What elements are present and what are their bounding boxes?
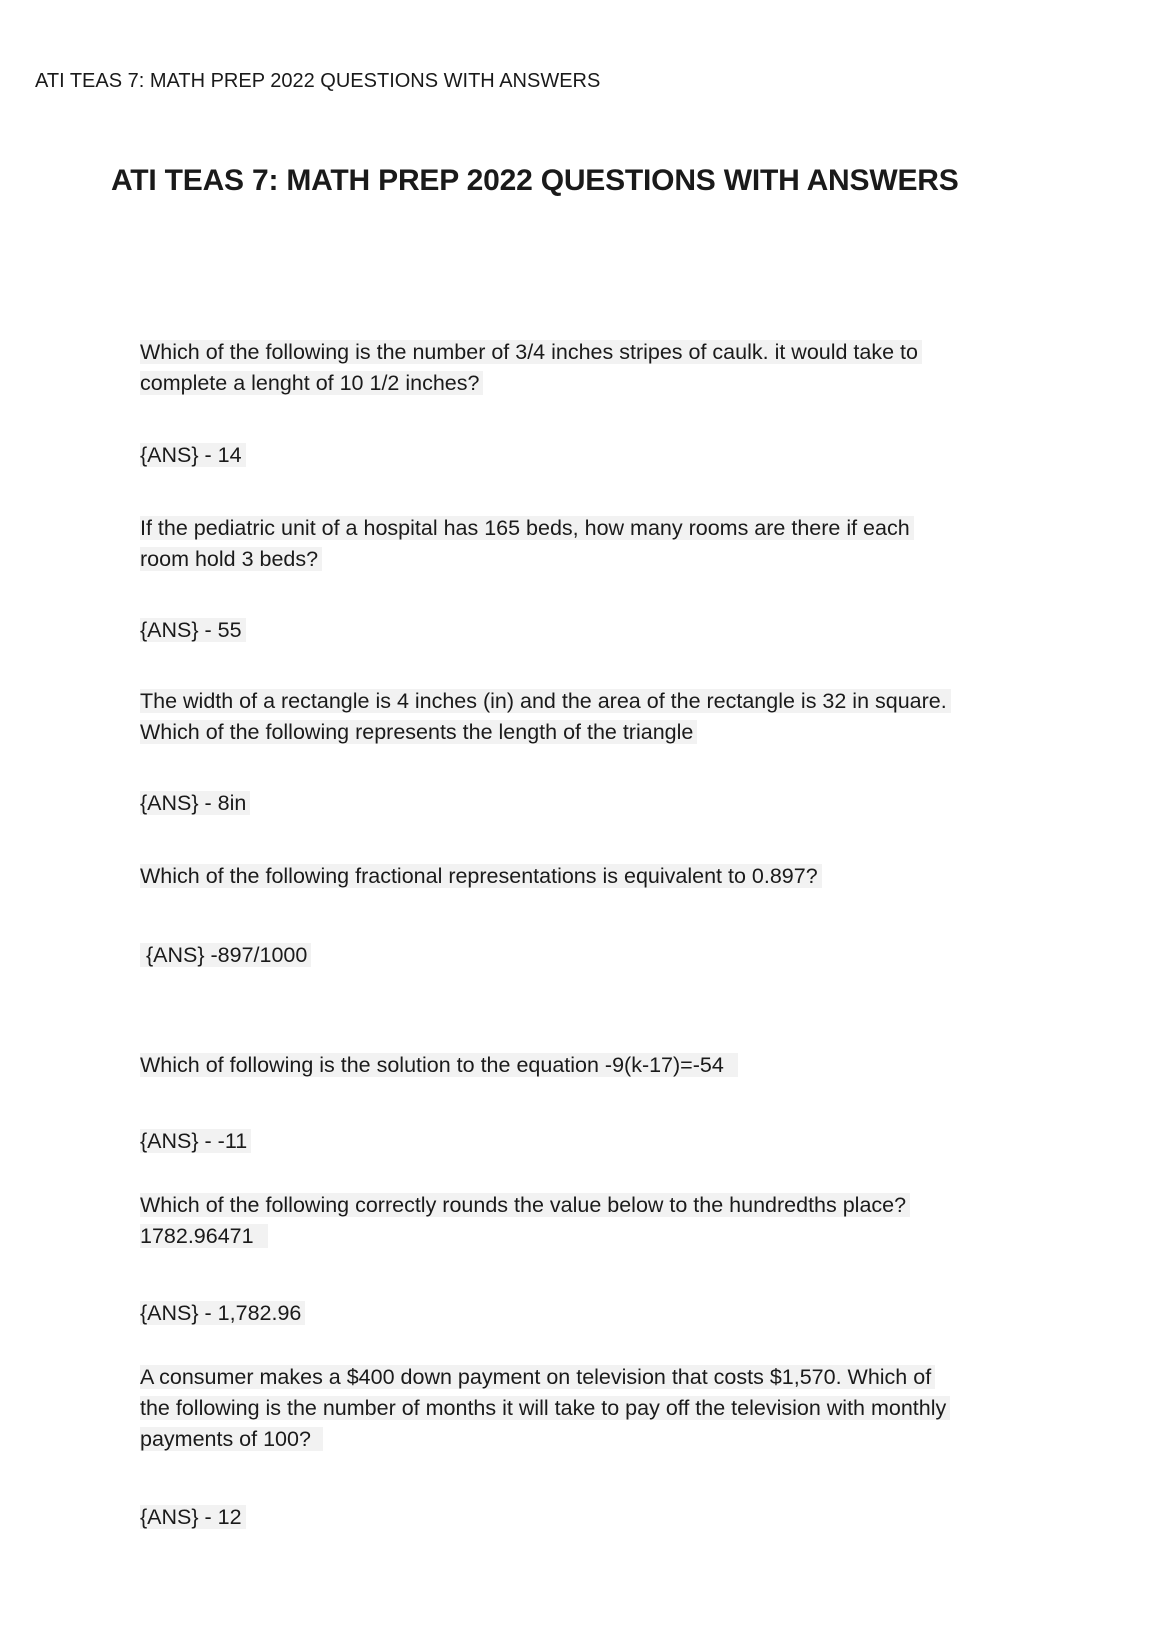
- answer-text: {ANS} - 1,782.96: [140, 1298, 305, 1329]
- question-line: payments of 100?: [140, 1427, 323, 1451]
- question-text: [140, 1190, 910, 1252]
- question-line: If the pediatric unit of a hospital has 165 beds, how many rooms are there if each: [140, 516, 914, 540]
- question-text: [140, 1050, 738, 1081]
- question-line: The width of a rectangle is 4 inches (in) and the area of the rectangle is 32 in square.: [140, 689, 951, 713]
- question-line: 1782.96471: [140, 1224, 268, 1248]
- question-line: Which of the following is the number of 3/4 inches stripes of caulk. it would take to: [140, 340, 922, 364]
- question-line: complete a lenght of 10 1/2 inches?: [140, 371, 483, 395]
- question-line: Which of the following fractional representations is equivalent to 0.897?: [140, 864, 822, 888]
- question-text: [140, 337, 922, 399]
- answer-text: {ANS} -897/1000: [140, 940, 311, 971]
- question-text: [140, 861, 822, 892]
- question-line: Which of following is the solution to the equation -9(k-17)=-54: [140, 1053, 738, 1077]
- question-text: [140, 513, 914, 575]
- question-text: [140, 686, 951, 748]
- answer-text: {ANS} - 12: [140, 1502, 246, 1533]
- answer-text: {ANS} - 8in: [140, 788, 250, 819]
- question-text: [140, 1362, 950, 1455]
- question-line: room hold 3 beds?: [140, 547, 322, 571]
- question-line: A consumer makes a $400 down payment on television that costs $1,570. Which of: [140, 1365, 935, 1389]
- document-title: ATI TEAS 7: MATH PREP 2022 QUESTIONS WITH ANSWERS: [111, 164, 959, 197]
- answer-text: {ANS} - 14: [140, 440, 246, 471]
- question-line: Which of the following correctly rounds the value below to the hundredths place?: [140, 1193, 910, 1217]
- running-header: ATI TEAS 7: MATH PREP 2022 QUESTIONS WITH ANSWERS: [35, 70, 601, 92]
- question-line: the following is the number of months it will take to pay off the television with monthly: [140, 1396, 950, 1420]
- answer-text: {ANS} - 55: [140, 615, 246, 646]
- answer-text: {ANS} - -11: [140, 1126, 251, 1157]
- question-line: Which of the following represents the length of the triangle: [140, 720, 697, 744]
